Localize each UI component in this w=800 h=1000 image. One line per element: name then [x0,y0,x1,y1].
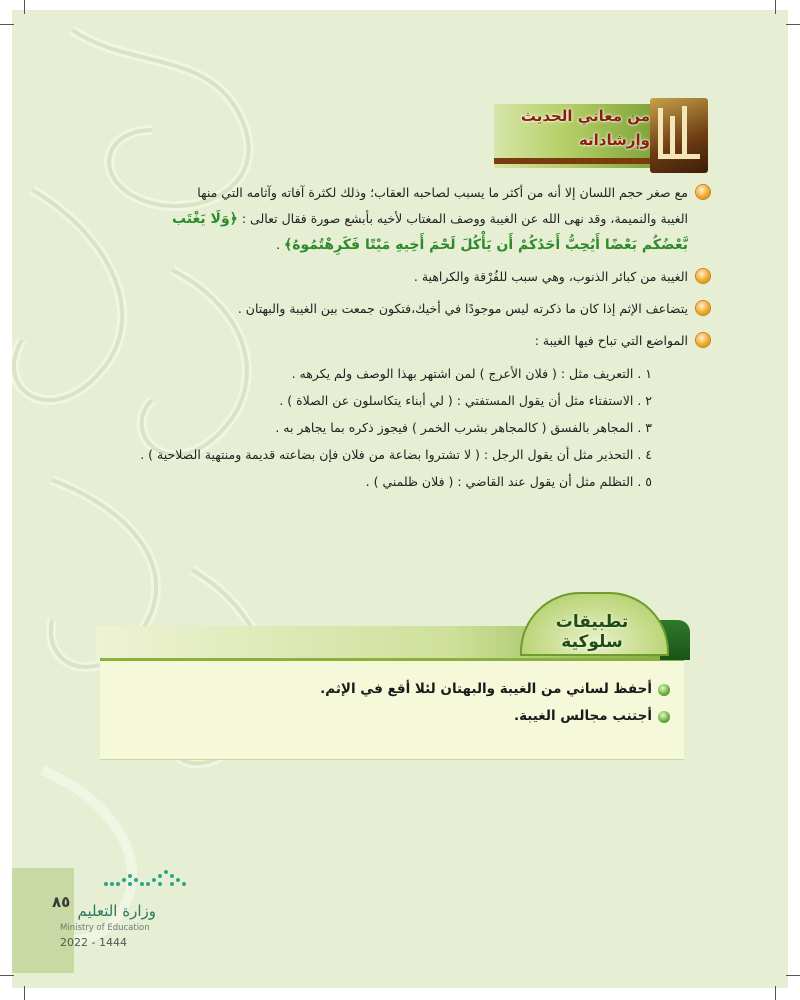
crop-mark [0,24,14,25]
text-line: مع صغر حجم اللسان إلا أنه من أكثر ما يسبب لصاحبه العقاب؛ وذلك لكثرة آفاته وآثامه التي منها [197,185,688,200]
list-item: ٢ . الاستفتاء مثل أن يقول المستفتي : ( لي أبناء يتكاسلون عن الصلاة ) . [279,393,652,408]
green-bullet-icon [658,711,670,723]
applications-list [110,676,670,730]
orange-bullet-icon [696,185,710,199]
paragraph-text: يتضاعف الإثم إذا كان ما ذكرته ليس موجودًا في أخيك،فتكون جمعت بين الغيبة والبهتان . [237,301,688,316]
heading-title [500,104,650,152]
heading-line-1: من معاني الحديث [520,107,650,125]
list-item: ٣ . المجاهر بالفسق ( كالمجاهر بشرب الخمر ) فيجوز ذكره بما يجاهر به . [275,420,652,435]
quran-verse-line: بَّعْضُكُم بَعْضًا أَيُحِبُّ أَحَدُكُمْ أَن يَأْكُلَ لَحْمَ أَخِيهِ مَيْتًا فَكَرِهْتُمُوهُ﴾ . [276,237,688,253]
orange-bullet-icon [696,333,710,347]
crop-mark [775,986,776,1000]
ministry-name-english: Ministry of Education [60,923,150,933]
application-item: أحفظ لساني من الغيبة والبهتان لئلا أقع في الإثم. [110,676,670,703]
crop-mark [0,975,14,976]
crop-mark [24,0,25,14]
list-item: ٤ . التحذير مثل أن يقول الرجل : ( لا تشتروا بضاعة من فلان فإن بضاعته قديمة ومنتهية الصلاحية ) . [140,447,652,462]
ministry-logo-icon [96,864,194,894]
paragraph-slander [100,296,710,322]
text-line: الغيبة والنميمة، وقد نهى الله عن الغيبة ووصف المغتاب لأخيه بأبشع صورة فقال تعالى : ﴿وَلَا يَغْتَب [171,211,688,227]
green-bullet-icon [658,684,670,696]
application-item: أجتنب مجالس الغيبة. [110,703,670,730]
orange-bullet-icon [696,301,710,315]
paragraph-permitted [100,328,710,354]
paragraph-major-sin [100,264,710,290]
edition-year: 2022 - 1444 [60,936,127,949]
paragraph-text: المواضع التي تباح فيها الغيبة : [534,333,688,348]
heading-underline [494,158,654,164]
paragraph-tongue [100,180,710,258]
permitted-cases-list [100,360,710,495]
list-item: ٥ . التظلم مثل أن يقول عند القاضي : ( فلان ظلمني ) . [365,474,652,489]
list-item: ١ . التعريف مثل : ( فلان الأعرج ) لمن اشتهر بهذا الوصف ولم يكرهه . [291,366,652,381]
section-heading [494,98,708,173]
arabesque-ornament [12,10,342,988]
heading-line-2: وإرشاداته [578,131,650,149]
applications-title: تطبيقات سلوكية [555,612,629,652]
crop-mark [786,975,800,976]
calligraphy-emblem [650,98,708,173]
page-number: ٨٥ [52,893,71,911]
crop-mark [24,986,25,1000]
paragraph-text: الغيبة من كبائر الذنوب، وهي سبب للفُرْقة والكراهية . [413,269,688,284]
main-content [100,180,710,495]
applications-banner [520,592,684,656]
crop-mark [786,24,800,25]
crop-mark [775,0,776,14]
footer-band [12,868,74,973]
ministry-name-arabic: وزارة التعليم [77,902,156,920]
quran-verse-start: ﴿وَلَا يَغْتَب [171,211,238,227]
orange-bullet-icon [696,269,710,283]
